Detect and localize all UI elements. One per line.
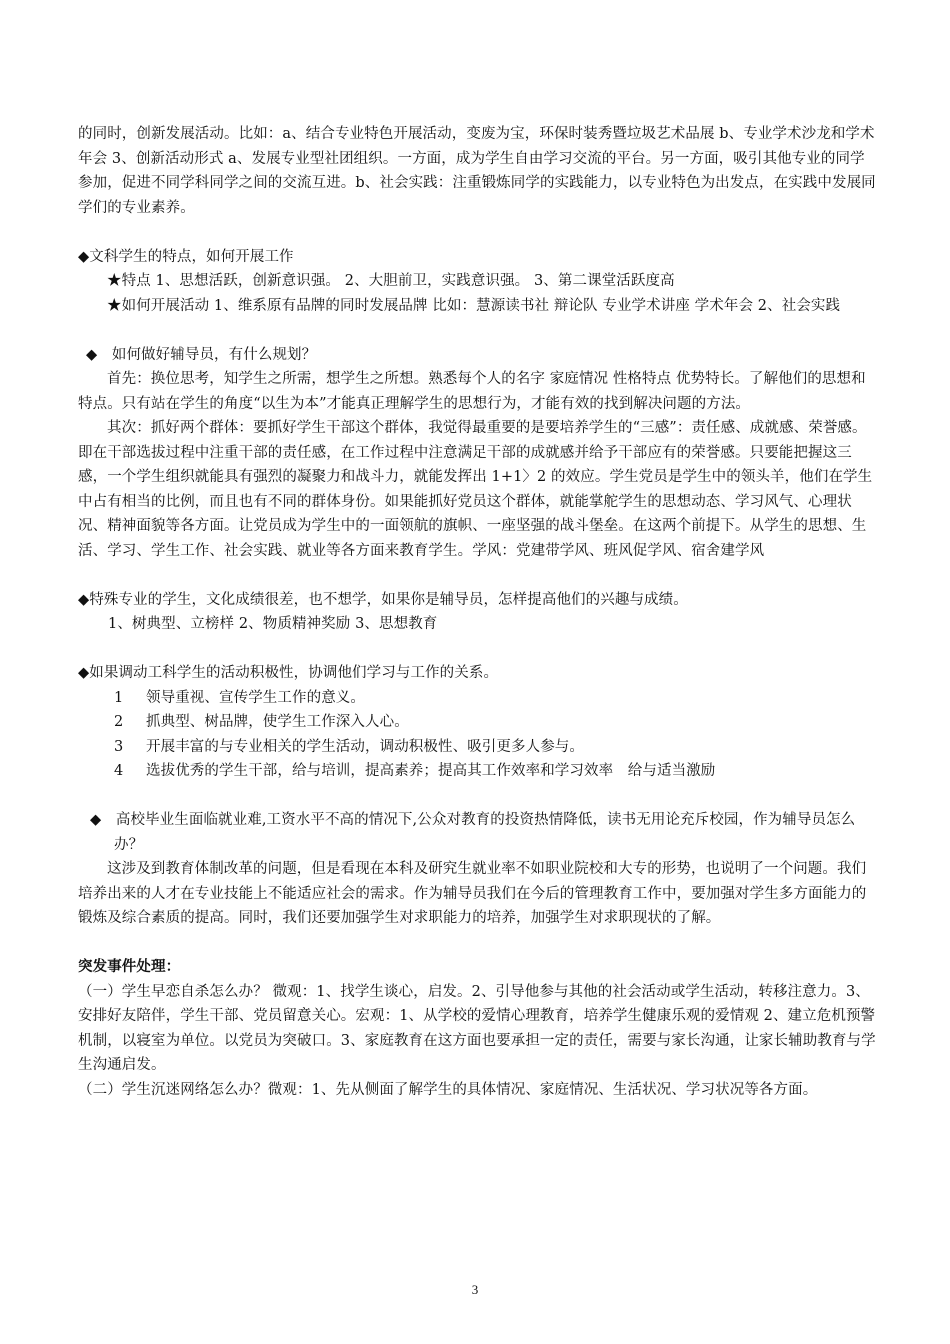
liberal-arts-traits: ★特点 1、思想活跃，创新意识强。 2、大胆前卫，实践意识强。 3、第二课堂活跃度高 (107, 273, 675, 289)
spacer (78, 220, 878, 245)
section-heading-employment: ◆ 高校毕业生面临就业难,工资水平不高的情况下,公众对教育的投资热情降低，读书无用论充斥校园，作为辅导员怎么办？ (90, 812, 856, 853)
section-heading-counselor-plan: ◆ 如何做好辅导员，有什么规划？ (86, 346, 317, 363)
emergency-case-one: （一）学生早恋自杀怎么办？ 微观：1、找学生谈心，启发。2、引导他参与其他的社会活动或学生活动，转移注意力。3、安排好友陪伴，学生干部、党员留意关心。宏观：1、从学校的爱情心理教育，培养学生健康乐观的爱情观 2、建立危机预警机制，以寝室为单位。以党员为突破口。3、家庭教育在这方面也要承担一定的责任，需要与家长沟通，让家长辅助教育与学生沟通启发。 (78, 983, 876, 1073)
list-item: 2 抓典型、树品牌，使学生工作深入人心。 (114, 714, 409, 730)
spacer (78, 637, 878, 662)
list-item: 4 选拔优秀的学生干部，给与培训，提高素养；提高其工作效率和学习效率 给与适当激励 (114, 763, 716, 779)
spacer (78, 931, 878, 956)
spacer (78, 563, 878, 588)
section-heading-liberal-arts: ◆文科学生的特点，如何开展工作 (78, 248, 294, 265)
employment-answer: 这涉及到教育体制改革的问题，但是看现在本科及研究生就业率不如职业院校和大专的形势，也说明了一个问题。我们培养出来的人才在专业技能上不能适应社会的需求。作为辅导员我们在今后的管理教育工作中，要加强对学生多方面能力的锻炼及综合素质的提高。同时，我们还要加强学生对求职能力的培养，加强学生对求职现状的了解。 (78, 861, 867, 926)
spacer (78, 318, 878, 343)
section-heading-emergency: 突发事件处理： (78, 958, 181, 975)
page-number: 3 (471, 1282, 479, 1297)
list-item: 3 开展丰富的与专业相关的学生活动，调动积极性、吸引更多人参与。 (114, 738, 584, 755)
emergency-case-two: （二）学生沉迷网络怎么办？微观：1、先从侧面了解学生的具体情况、家庭情况、生活状况、学习状况等各方面。 (78, 1081, 818, 1098)
document-body (78, 122, 878, 1102)
liberal-arts-activities: ★如何开展活动 1、维系原有品牌的同时发展品牌 比如：慧源读书社 辩论队 专业学术讲座 学术年会 2、社会实践 (107, 297, 841, 314)
list-item: 1 领导重视、宣传学生工作的意义。 (114, 689, 365, 706)
engineering-list (78, 686, 878, 784)
spacer (78, 784, 878, 809)
special-major-answer: 1、树典型、立榜样 2、物质精神奖励 3、思想教育 (108, 616, 438, 632)
counselor-plan-first: 首先：换位思考，知学生之所需，想学生之所想。熟悉每个人的名字 家庭情况 性格特点 优势特长。了解他们的思想和特点。只有站在学生的角度“以生为本”才能真正理解学生的思想行为，才能有效的找到解决问题的方法。 (78, 371, 866, 412)
section-heading-engineering: ◆如果调动工科学生的活动积极性，协调他们学习与工作的关系。 (78, 665, 499, 681)
intro-paragraph: 的同时，创新发展活动。比如：a、结合专业特色开展活动，变废为宝，环保时装秀暨垃圾艺术品展 b、专业学术沙龙和学术年会 3、创新活动形式 a、发展专业型社团组织。一方面，成为学生自由学习交流的平台。另一方面，吸引其他专业的同学参加，促进不同学科同学之间的交流互进。b、社会实践：注重锻炼同学的实践能力，以专业特色为出发点，在实践中发展同学们的专业素养。 (78, 126, 876, 216)
section-heading-special-major: ◆特殊专业的学生，文化成绩很差，也不想学，如果你是辅导员，怎样提高他们的兴趣与成绩。 (78, 591, 688, 608)
counselor-plan-second: 其次：抓好两个群体：要抓好学生干部这个群体，我觉得最重要的是要培养学生的“三感”：责任感、成就感、荣誉感。即在干部选拔过程中注重干部的责任感，在工作过程中注意满足干部的成就感并给予干部应有的荣誉感。只要能把握这三感，一个学生组织就能具有强烈的凝聚力和战斗力，就能发挥出 1+1〉2 的效应。学生党员是学生中的领头羊，他们在学生中占有相当的比例，而且也有不同的群体身份。如果能抓好党员这个群体，就能掌舵学生的思想动态、学习风气、心理状况、精神面貌等各方面。让党员成为学生中的一面领航的旗帜、一座坚强的战斗堡垒。在这两个前提下。从学生的思想、生活、学习、学生工作、社会实践、就业等各方面来教育学生。学风：党建带学风、班风促学风、宿舍建学风 (78, 420, 873, 559)
